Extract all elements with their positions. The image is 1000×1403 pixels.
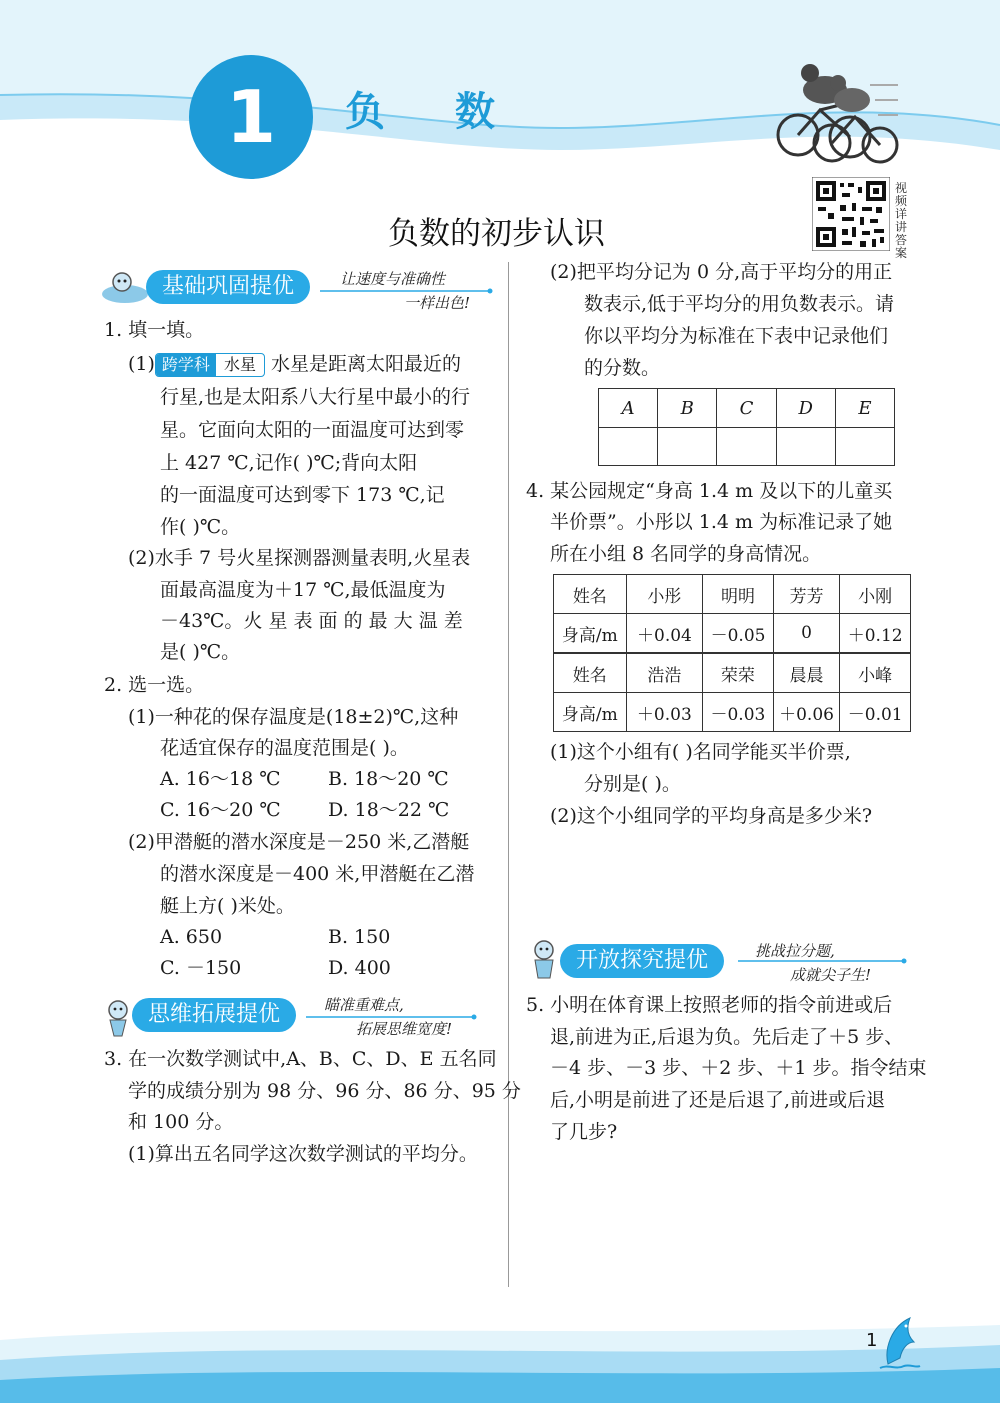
q1-part1-line1 [128, 349, 461, 380]
chapter-number: 1 [225, 75, 277, 159]
table-cell: 小彤 [626, 575, 703, 614]
cyclists-illustration [770, 55, 900, 175]
q5-line3: －4 步、－3 步、＋2 步、＋1 步。指令结束 [550, 1057, 927, 1079]
q1-part1-line4: 上 427 ℃,记作( )℃;背向太阳 [160, 452, 418, 474]
q2-part2-option-a: A. 650 [160, 926, 223, 948]
q1-part1-line3: 星。它面向太阳的一面温度可达到零 [160, 419, 465, 441]
table-cell: ＋0.12 [840, 614, 911, 653]
q2-title: 2. 选一选。 [104, 674, 205, 696]
section-thinking-slogan-2: 拓展思维宽度! [356, 1020, 453, 1038]
table-header-cell: A [599, 389, 658, 428]
q3-line1: 3. 在一次数学测试中,A、B、C、D、E 五名同 [104, 1048, 497, 1070]
q4-height-table-top [553, 574, 911, 653]
q4-height-table-bottom [553, 653, 911, 732]
table-cell: 0 [773, 614, 839, 653]
q2-part2-option-c: C. －150 [160, 957, 242, 979]
table-cell: 身高/m [554, 614, 627, 653]
table-cell: 小峰 [840, 654, 911, 693]
q2-part2-line2: 的潜水深度是－400 米,甲潜艇在乙潜 [160, 863, 475, 885]
q2-part1-line1: (1)一种花的保存温度是(18±2)℃,这种 [128, 706, 459, 728]
section-open-title: 开放探究提优 [560, 944, 724, 978]
qr-label: 视频详讲答案 [894, 181, 907, 260]
table-cell: 晨晨 [773, 654, 840, 693]
q3-part2-line4: 的分数。 [584, 357, 661, 379]
q4-part2: (2)这个小组同学的平均身高是多少米? [550, 805, 873, 827]
mascot-icon [100, 998, 136, 1038]
q4-line2: 半价票”。小彤以 1.4 m 为标准记录了她 [550, 511, 893, 533]
section-thinking-slogan-1: 瞄准重难点, [324, 996, 404, 1014]
table-cell: 身高/m [554, 693, 627, 732]
table-cell: 姓名 [554, 654, 627, 693]
table-cell: 姓名 [554, 575, 627, 614]
q2-part1-option-d: D. 18～22 ℃ [328, 799, 450, 821]
q5-line5: 了几步? [550, 1121, 618, 1143]
table-answer-cell[interactable] [835, 428, 894, 466]
table-header-cell: D [776, 389, 835, 428]
qr-code [812, 177, 890, 251]
q5-line1: 5. 小明在体育课上按照老师的指令前进或后 [526, 994, 893, 1016]
table-answer-cell[interactable] [599, 428, 658, 466]
q1-part2-line2: 面最高温度为＋17 ℃,最低温度为 [160, 579, 446, 601]
table-header-cell: E [835, 389, 894, 428]
table-cell: ＋0.04 [626, 614, 703, 653]
q1-title: 1. 填一填。 [104, 319, 205, 341]
chapter-title: 负数 [345, 89, 565, 135]
q3-line3: 和 100 分。 [128, 1111, 234, 1133]
slogan-line [320, 288, 495, 294]
table-cell: 明明 [703, 575, 774, 614]
q1-part2-line4: 是( )℃。 [160, 641, 241, 663]
table-cell: －0.03 [703, 693, 774, 732]
q5-line4: 后,小明是前进了还是后退了,前进或后退 [550, 1089, 886, 1111]
q2-part1-option-a: A. 16～18 ℃ [160, 768, 281, 790]
table-cell: －0.01 [840, 693, 911, 732]
q1-part2-line1: (2)水手 7 号火星探测器测量表明,火星表 [128, 547, 471, 569]
tag-cross-subject: 跨学科 [156, 354, 216, 376]
cross-subject-tag [155, 353, 265, 377]
q2-part1-option-b: B. 18～20 ℃ [328, 768, 449, 790]
table-cell: －0.05 [703, 614, 774, 653]
section-open-slogan-1: 挑战拉分题, [755, 942, 835, 960]
q1-part2-line3: －43℃。火 星 表 面 的 最 大 温 差 [160, 610, 463, 632]
footer-wave-background [0, 1300, 1000, 1403]
q3-part1: (1)算出五名同学这次数学测试的平均分。 [128, 1143, 478, 1165]
q1-part1-line5: 的一面温度可达到零下 173 ℃,记 [160, 484, 445, 506]
section-open-slogan-2: 成就尖子生! [790, 966, 872, 984]
page-number: 1 [866, 1330, 878, 1351]
table-cell: 小刚 [840, 575, 911, 614]
q4-part1-line2: 分别是( )。 [584, 773, 681, 795]
table-answer-cell[interactable] [658, 428, 717, 466]
tag-mercury: 水星 [223, 355, 256, 374]
q3-part2-line1: (2)把平均分记为 0 分,高于平均分的用正 [550, 261, 893, 283]
mascot-icon [100, 270, 150, 306]
q3-part2-line3: 你以平均分为标准在下表中记录他们 [584, 325, 889, 347]
table-cell: 芳芳 [773, 575, 839, 614]
table-answer-cell[interactable] [717, 428, 776, 466]
slogan-line [306, 1014, 481, 1020]
q3-part2-line2: 数表示,低于平均分的用负数表示。请 [584, 293, 895, 315]
column-divider [508, 262, 509, 1287]
dolphin-icon [878, 1312, 922, 1372]
q1-part1-number: (1) [128, 353, 155, 375]
mascot-icon [524, 938, 564, 982]
q2-part1-line2: 花适宜保存的温度范围是( )。 [160, 737, 409, 759]
q3-score-table [598, 388, 895, 466]
q2-part2-option-d: D. 400 [328, 957, 391, 979]
table-header-cell: B [658, 389, 717, 428]
q2-part2-line3: 艇上方( )米处。 [160, 895, 295, 917]
table-answer-cell[interactable] [776, 428, 835, 466]
section-basic-slogan-2: 一样出色! [404, 294, 471, 312]
section-basic-slogan-1: 让速度与准确性 [340, 270, 446, 288]
q4-line3: 所在小组 8 名同学的身高情况。 [550, 543, 822, 565]
q2-part2-option-b: B. 150 [328, 926, 391, 948]
table-cell: 浩浩 [626, 654, 703, 693]
q3-line2: 学的成绩分别为 98 分、96 分、86 分、95 分 [128, 1080, 521, 1102]
table-header-cell: C [717, 389, 776, 428]
q1-part1-text: 水星是距离太阳最近的 [270, 353, 461, 375]
q1-part1-line6: 作( )℃。 [160, 516, 241, 538]
section-basic-title: 基础巩固提优 [146, 270, 310, 304]
slogan-line [738, 958, 913, 964]
q1-part1-line2: 行星,也是太阳系八大行星中最小的行 [160, 386, 471, 408]
table-cell: ＋0.03 [626, 693, 703, 732]
q5-line2: 退,前进为正,后退为负。先后走了＋5 步、 [550, 1026, 904, 1048]
q2-part1-option-c: C. 16～20 ℃ [160, 799, 281, 821]
table-cell: ＋0.06 [773, 693, 840, 732]
table-cell: 荣荣 [703, 654, 774, 693]
q4-part1-line1: (1)这个小组有( )名同学能买半价票, [550, 741, 851, 763]
lesson-title: 负数的初步认识 [388, 216, 605, 252]
section-thinking-title: 思维拓展提优 [132, 998, 296, 1032]
q4-line1: 4. 某公园规定“身高 1.4 m 及以下的儿童买 [526, 480, 893, 502]
q2-part2-line1: (2)甲潜艇的潜水深度是－250 米,乙潜艇 [128, 831, 470, 853]
